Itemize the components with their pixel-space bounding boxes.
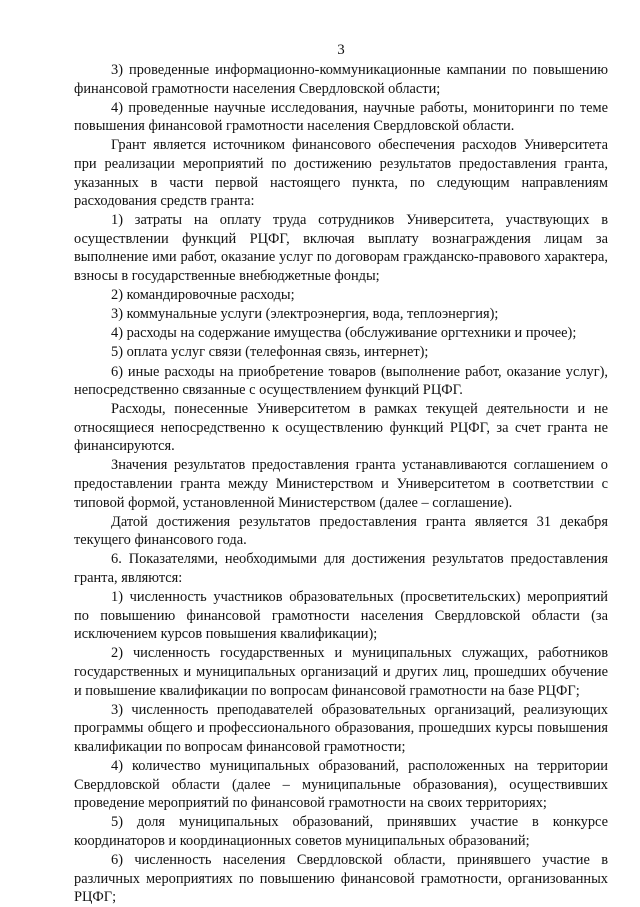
paragraph: Расходы, понесенные Университетом в рамках текущей деятельности и не относящиеся непосредственно к осуществлению функций РЦФГ, за счет гранта не финансируются. xyxy=(74,401,608,455)
paragraph: 5) оплата услуг связи (телефонная связь, интернет); xyxy=(111,344,429,361)
paragraph: Датой достижения результатов предоставления гранта является 31 декабря текущего финансового года. xyxy=(74,513,608,549)
paragraph: 5) доля муниципальных образований, принявших участие в конкурсе координаторов и координационных советов муниципальных образований; xyxy=(74,814,608,849)
paragraph: Значения результатов предоставления гранта устанавливаются соглашением о предоставлении гранта между Министерством и Университетом в соответствии с типовой формой, установленной Министерством (далее – соглашение). xyxy=(74,457,608,511)
paragraph: 4) количество муниципальных образований, расположенных на территории Свердловской области (далее – муниципальные образования), осуществивших проведение мероприятий по финансовой грамотности на своих территориях; xyxy=(74,757,608,812)
paragraph: 6) численность населения Свердловской области, принявшего участие в различных мероприятиях по повышению финансовой грамотности, организованных РЦФГ; xyxy=(74,851,608,906)
paragraph: 3) численность преподавателей образовательных организаций, реализующих программы общего и профессионального образования, прошедших курсы повышения квалификации по вопросам финансовой грамотности; xyxy=(74,701,608,755)
paragraph: 4) расходы на содержание имущества (обслуживание оргтехники и прочее); xyxy=(111,325,577,342)
paragraph: 4) проведенные научные исследования, научные работы, мониторинги по теме повышения финансовой грамотности населения Свердловской области. xyxy=(74,99,608,135)
paragraph: 3) проведенные информационно-коммуникационные кампании по повышению финансовой грамотности населения Свердловской области; xyxy=(74,62,608,97)
paragraph: 1) численность участников образовательных (просветительских) мероприятий по повышению финансовой грамотности населения Свердловской области (за исключением курсов повышения квалификации); xyxy=(74,589,608,643)
paragraph: 2) численность государственных и муниципальных служащих, работников государственных и муниципальных организаций и других лиц, прошедших обучение и повышение квалификации по вопросам финансовой грамотности на базе РЦФГ; xyxy=(74,645,608,699)
page-number: 3 xyxy=(337,42,345,58)
paragraph: Грант является источником финансового обеспечения расходов Университета при реализации мероприятий по достижению результатов предоставления гранта, указанных в части первой настоящего пункта, по следующим направлениям расходования средств гранта: xyxy=(74,137,608,210)
paragraph: 1) затраты на оплату труда сотрудников Университета, участвующих в осуществлении функций РЦФГ, включая выплату вознаграждения лицам за выполнение ими работ, оказание услуг по договорам гражданско-правового характера, взносы в государственные внебюджетные фонды; xyxy=(74,212,608,285)
paragraph: 3) коммунальные услуги (электроэнергия, вода, теплоэнергия); xyxy=(111,306,499,323)
paragraph: 6. Показателями, необходимыми для достижения результатов предоставления гранта, являются: xyxy=(74,551,608,587)
paragraph: 6) иные расходы на приобретение товаров (выполнение работ, оказание услуг), непосредственно связанные с осуществлением функций РЦФГ. xyxy=(74,363,608,399)
paragraph: 2) командировочные расходы; xyxy=(111,287,295,304)
